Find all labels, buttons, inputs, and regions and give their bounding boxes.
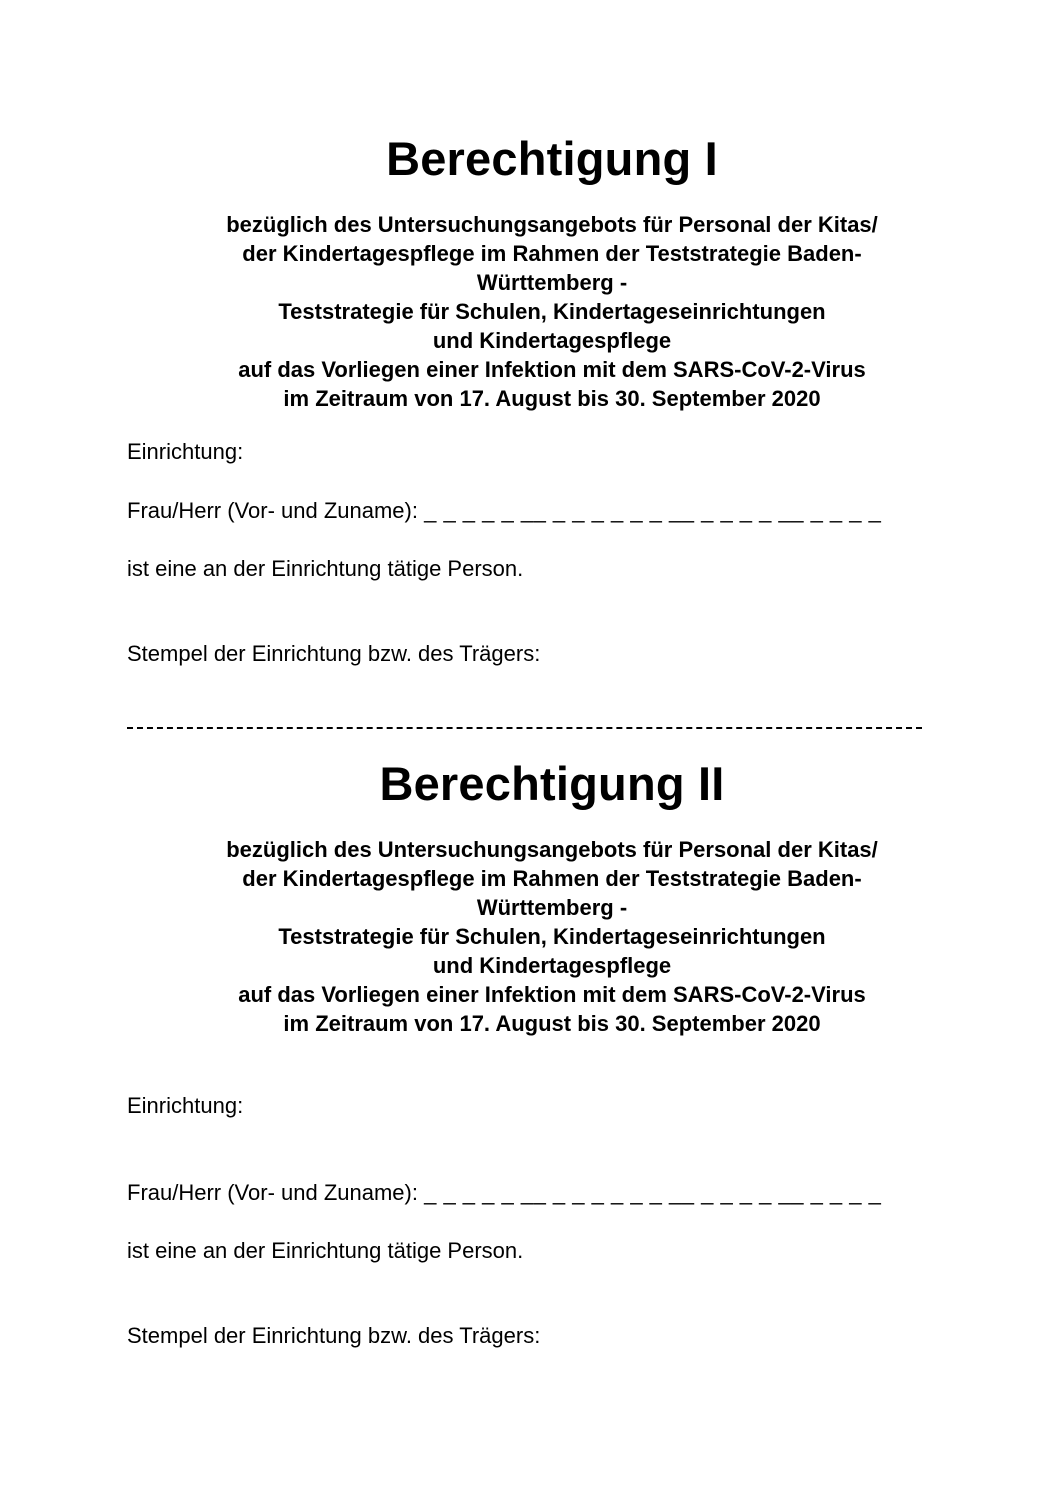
subtitle-line: bezüglich des Untersuchungsangebots für Personal der Kitas/ xyxy=(226,212,878,237)
name-field-row xyxy=(127,1179,881,1207)
subtitle-line: im Zeitraum von 17. August bis 30. September 2020 xyxy=(283,1011,821,1036)
stamp-label: Stempel der Einrichtung bzw. des Trägers: xyxy=(127,1323,541,1348)
subtitle-line: der Kindertagespflege im Rahmen der Teststrategie Baden- xyxy=(242,241,862,266)
section-title: Berechtigung II xyxy=(379,757,725,810)
subtitle-line: auf das Vorliegen einer Infektion mit dem SARS-CoV-2-Virus xyxy=(238,357,866,382)
subtitle-line: im Zeitraum von 17. August bis 30. September 2020 xyxy=(283,386,821,411)
stamp-label: Stempel der Einrichtung bzw. des Trägers: xyxy=(127,641,541,666)
einrichtung-label: Einrichtung: xyxy=(127,439,244,464)
subtitle-line: und Kindertagespflege xyxy=(432,328,672,353)
subtitle-line: und Kindertagespflege xyxy=(432,953,672,978)
cut-line-divider xyxy=(127,727,922,729)
berechtigung-section-1 xyxy=(0,130,1058,413)
name-blank: _ _ _ _ _ __ _ _ _ _ _ _ __ _ _ _ _ __ _ _ _ _ xyxy=(424,1180,882,1205)
subtitle-line: Württemberg - xyxy=(476,270,628,295)
section-title: Berechtigung I xyxy=(386,132,718,185)
name-blank: _ _ _ _ _ __ _ _ _ _ _ _ __ _ _ _ _ __ _ _ _ _ xyxy=(424,498,882,523)
name-field-row xyxy=(127,497,881,525)
name-label: Frau/Herr (Vor- und Zuname): xyxy=(127,498,418,523)
section-subtitle xyxy=(0,835,1058,1038)
subtitle-line: der Kindertagespflege im Rahmen der Teststrategie Baden- xyxy=(242,866,862,891)
subtitle-line: Württemberg - xyxy=(476,895,628,920)
subtitle-line: auf das Vorliegen einer Infektion mit dem SARS-CoV-2-Virus xyxy=(238,982,866,1007)
einrichtung-label: Einrichtung: xyxy=(127,1093,244,1118)
name-label: Frau/Herr (Vor- und Zuname): xyxy=(127,1180,418,1205)
subtitle-line: bezüglich des Untersuchungsangebots für Personal der Kitas/ xyxy=(226,837,878,862)
subtitle-line: Teststrategie für Schulen, Kindertageseinrichtungen xyxy=(278,924,826,949)
section-subtitle xyxy=(0,210,1058,413)
statement-text: ist eine an der Einrichtung tätige Person. xyxy=(127,1238,524,1263)
berechtigung-section-2 xyxy=(0,755,1058,1038)
statement-text: ist eine an der Einrichtung tätige Person. xyxy=(127,556,524,581)
subtitle-line: Teststrategie für Schulen, Kindertageseinrichtungen xyxy=(278,299,826,324)
